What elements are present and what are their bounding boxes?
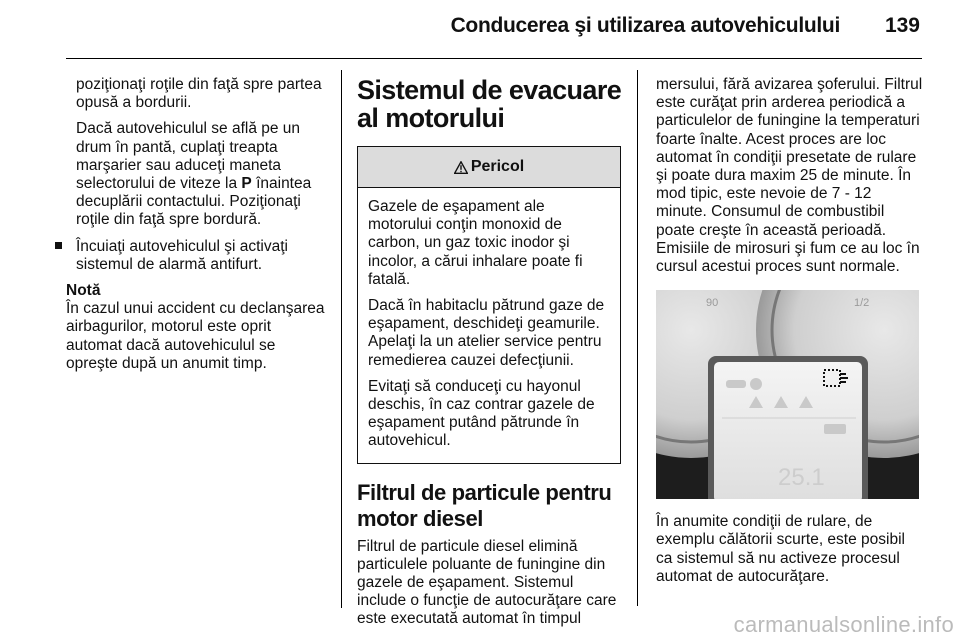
- paragraph: Filtrul de particule diesel elimină particulele poluante de funingine din gazele de eşapament. Sistemul include o funcţie de autocurăţare care este executată automat în timpul: [357, 537, 617, 628]
- gauge-left-label: 90: [706, 297, 719, 310]
- note-text: În cazul unui accident cu declanşarea airbagurilor, motorul este oprit automat dacă autovehiculul se opreşte după un anumit timp.: [66, 300, 325, 372]
- warning-header: [358, 147, 620, 188]
- bullet-square-icon: [55, 242, 62, 249]
- instrument-cluster-illustration: [656, 290, 919, 499]
- subsection-heading: Filtrul de particule pentru motor diesel: [357, 479, 612, 531]
- warning-box: [357, 146, 621, 464]
- paragraph: Evitaţi să conduceţi cu hayonul deschis, în caz contrar gazele de eşapament putând pătrunde în autovehicul.: [368, 377, 595, 450]
- note-title: Notă: [66, 282, 101, 300]
- header-rule: [66, 58, 922, 59]
- bullet-text: Încuiaţi autovehiculul şi activaţi sistemul de alarmă antifurt.: [76, 237, 288, 273]
- warning-triangle-icon: [454, 161, 468, 174]
- page-header: [0, 14, 920, 42]
- chapter-title: Conducerea şi utilizarea autovehiculului: [450, 14, 840, 37]
- paragraph: Dacă în habitaclu pătrund gaze de eşapament, deschideţi geamurile. Apelaţi la un atelier service pentru remedierea cauzei defecţiunii.: [368, 297, 605, 369]
- gauge-right-label: 1/2: [854, 297, 870, 310]
- paragraph: Gazele de eşapament ale motorului conţin monoxid de carbon, un gaz toxic inodor şi incolor, a cărui inhalare poate fi fatală.: [368, 198, 583, 288]
- paragraph: [66, 120, 328, 229]
- warning-title: Pericol: [470, 157, 525, 175]
- column-1: [66, 76, 328, 381]
- column-divider-2: [637, 70, 638, 606]
- column-3: [656, 76, 924, 594]
- paragraph: mersului, fără avizarea şoferului. Filtrul este curăţat prin arderea periodică a particulelor de funingine la temperaturi foarte înalte. Acest proces are loc automat în condiţii presetate de rulare şi poate dura maxim 25 de minute. În mod tipic, este nevoie de 7 - 12 minute. Consumul de combustibil poate creşte în această perioadă. Emisiile de mirosuri şi fum ce au loc în cursul acestui proces sunt normale.: [656, 76, 923, 276]
- warning-body: [358, 188, 620, 463]
- section-heading: Sistemul de evacuare al motorului: [357, 75, 622, 133]
- text-run: Dacă autovehiculul se află pe un drum în pantă, cuplaţi treapta marşarier sau aduceţi maneta selectorului de viteze la: [76, 120, 301, 193]
- bullet-item: [66, 238, 328, 274]
- paragraph: În anumite condiţii de rulare, de exemplu călătorii scurte, este posibil ca sistemul să nu activeze procesul automat de autocurăţare.: [656, 513, 905, 585]
- watermark: carmanualsonline.info: [733, 612, 954, 637]
- gear-p-label: P: [241, 175, 252, 193]
- display-reading: 25.1: [778, 464, 825, 492]
- paragraph: poziţionaţi roţile din faţă spre partea opusă a bordurii.: [76, 76, 322, 112]
- column-2: [357, 76, 625, 637]
- dashboard-photo: [656, 290, 919, 499]
- column-divider-1: [341, 70, 342, 608]
- text-run: înaintea decuplării contactului. Poziţionaţi roţile din faţă spre bordură.: [76, 175, 312, 229]
- page-number: 139: [884, 14, 920, 37]
